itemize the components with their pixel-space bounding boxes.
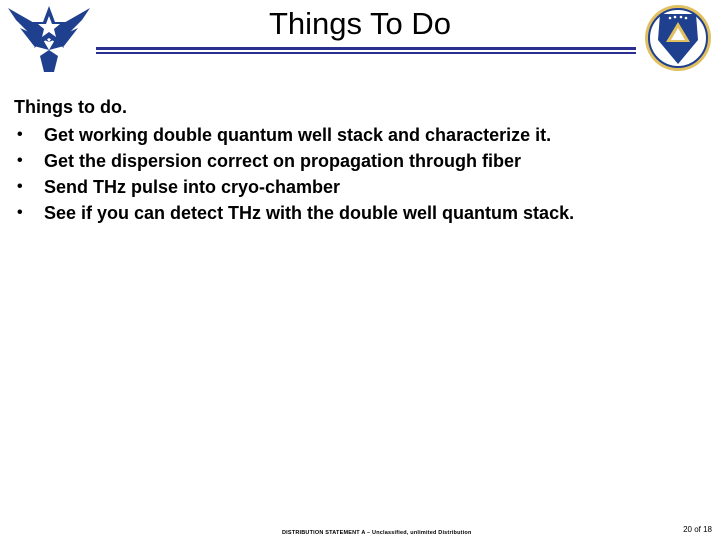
title-divider-secondary: [96, 52, 636, 54]
bullet-text: See if you can detect THz with the double well quantum stack.: [44, 203, 575, 223]
title-divider: [96, 47, 636, 50]
page-number: 20 of 18: [683, 525, 712, 534]
list-item: [14, 200, 704, 226]
bullet-text: Send THz pulse into cryo-chamber: [44, 177, 341, 197]
bullet-text: Get the dispersion correct on propagation through fiber: [44, 151, 522, 171]
bullet-icon: •: [17, 178, 23, 195]
bullet-icon: •: [17, 152, 23, 169]
bullet-icon: •: [17, 204, 23, 221]
list-item: [14, 174, 704, 200]
bullet-text: Get working double quantum well stack and characterize it.: [44, 125, 552, 145]
list-item: [14, 122, 704, 148]
body-intro: Things to do.: [14, 97, 127, 117]
bullet-icon: •: [17, 126, 23, 143]
bullet-list: [14, 122, 704, 226]
research-lab-shield-icon: [640, 2, 716, 74]
list-item: [14, 148, 704, 174]
slide-body: [14, 96, 704, 226]
slide-title: Things To Do: [268, 6, 452, 41]
distribution-statement: DISTRIBUTION STATEMENT A – Unclassified, unlimited Distribution: [282, 530, 472, 536]
